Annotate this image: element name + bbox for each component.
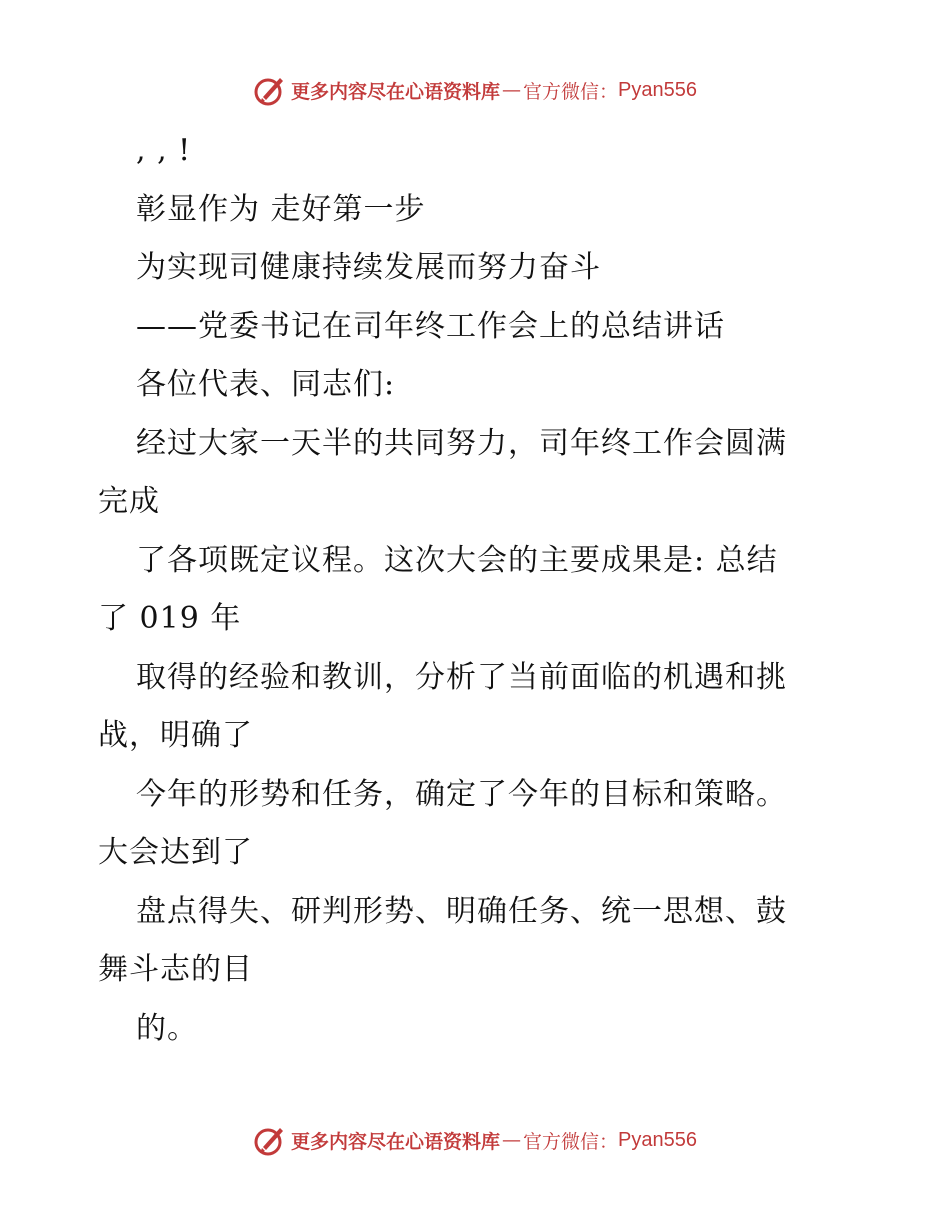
text-line: 大会达到了 [98, 835, 253, 870]
quill-pen-logo-icon [253, 1123, 287, 1157]
document-byline: ——党委书记在司年终工作会上的总结讲话 [136, 308, 725, 344]
text-line: 取得的经验和教训，分析了当前面临的机遇和挑 [136, 659, 787, 695]
watermark-wechat-id: Pyan556 [618, 1128, 697, 1151]
text-line: 了各项既定议程。这次大会的主要成果是: 总结 [136, 542, 778, 578]
footer-watermark [0, 1120, 950, 1160]
document-body [98, 122, 868, 1058]
text-line: 今年的形势和任务，确定了今年的目标和策略。 [136, 776, 787, 812]
watermark-wechat-label: 官方微信： [523, 80, 619, 103]
text-line: 完成 [98, 484, 160, 519]
document-subtitle: 为实现司健康持续发展而努力奋斗 [136, 250, 601, 285]
salutation: 各位代表、同志们: [136, 367, 396, 402]
watermark-dash: — [502, 79, 522, 101]
document-title: 彰显作为 走好第一步 [136, 191, 426, 227]
quill-pen-logo-icon [253, 73, 287, 107]
text-line: 的。 [136, 1010, 198, 1046]
text-line: 舞斗志的目 [98, 952, 253, 987]
watermark-dash: — [502, 1129, 522, 1151]
watermark-wechat-label: 官方微信： [523, 1130, 619, 1153]
header-watermark [0, 70, 950, 110]
watermark-site-text: 更多内容尽在心语资料库 [291, 1130, 501, 1153]
text-line: , , ! [136, 133, 192, 168]
text-line: 经过大家一天半的共同努力，司年终工作会圆满 [136, 425, 787, 461]
text-line: 了 019 年 [98, 601, 242, 636]
text-line: 盘点得失、研判形势、明确任务、统一思想、鼓 [136, 893, 787, 929]
watermark-wechat-id: Pyan556 [618, 78, 697, 101]
watermark-site-text: 更多内容尽在心语资料库 [291, 80, 501, 103]
text-line: 战，明确了 [98, 718, 253, 753]
